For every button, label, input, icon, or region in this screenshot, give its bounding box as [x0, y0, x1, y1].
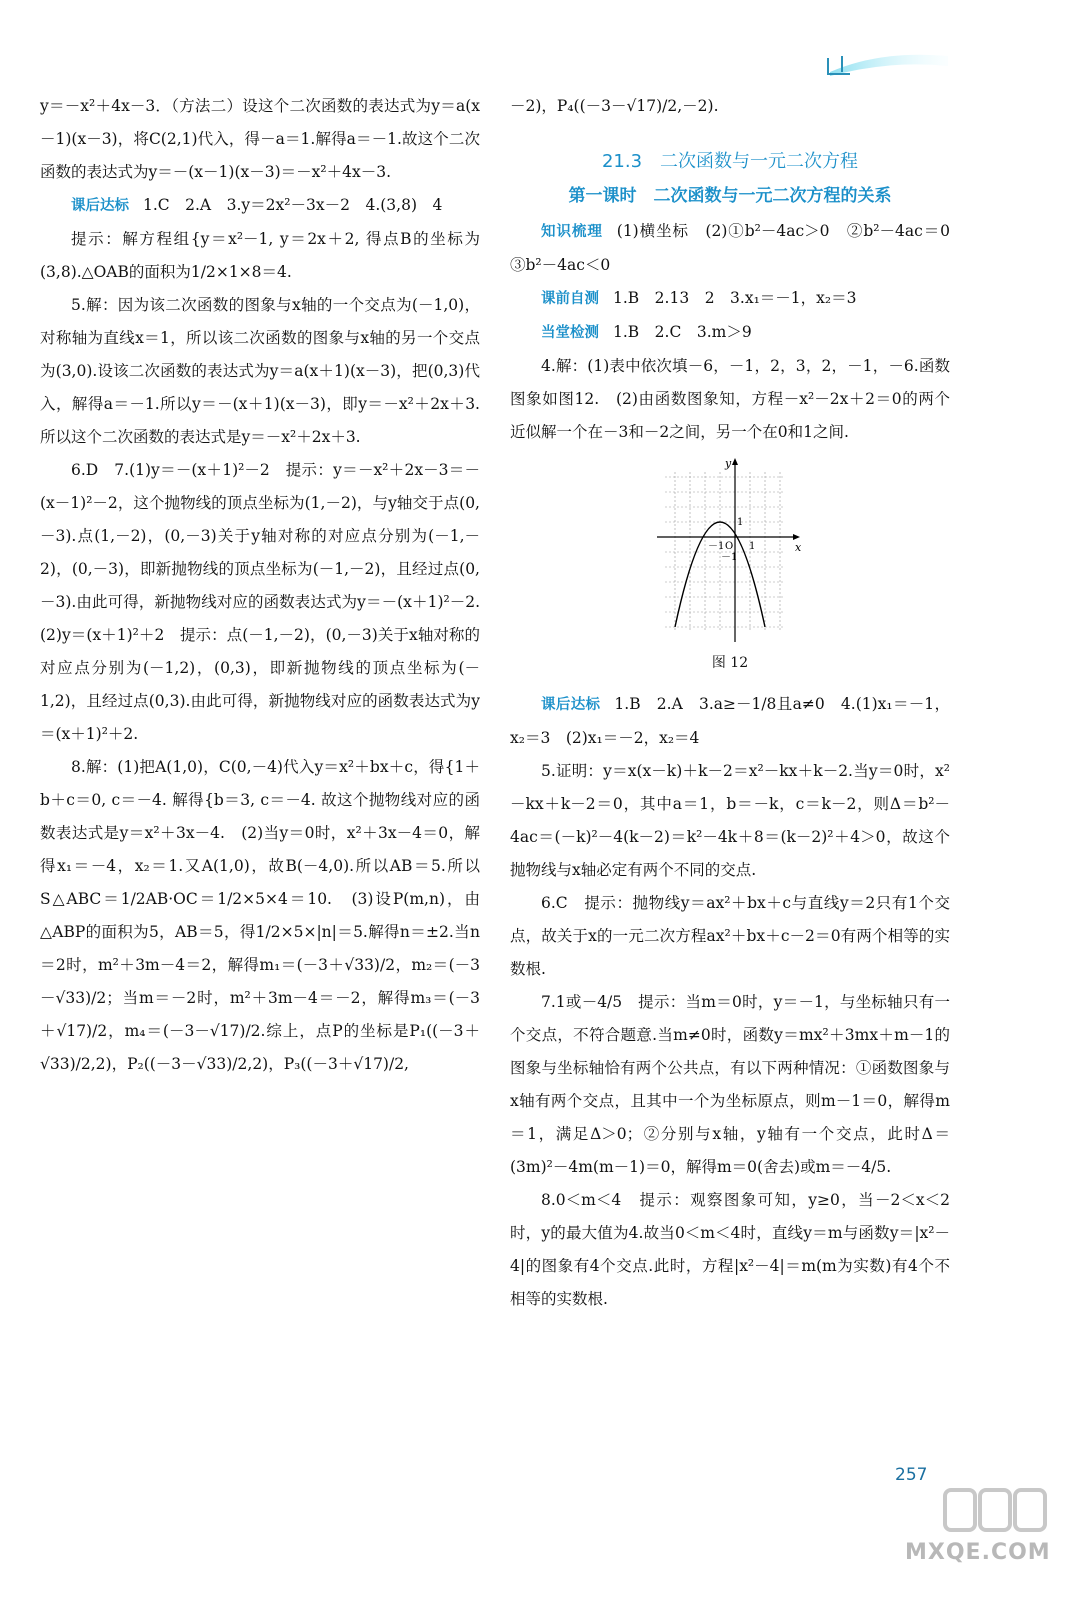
- answer-line: [510, 688, 950, 755]
- paragraph: 提示：解方程组{y＝x²－1, y＝2x＋2, 得点B的坐标为(3,8).△OAB的面积为1/2×1×8＝4.: [40, 230, 480, 281]
- page-number: 257: [895, 1465, 928, 1485]
- x-label: x: [795, 541, 802, 554]
- right-column: [510, 90, 966, 1316]
- answer-line: [510, 215, 966, 282]
- tick-label: 1: [737, 517, 744, 528]
- section-tag: 课后达标: [71, 198, 129, 214]
- subsection-title: 第一课时 二次函数与一元二次方程的关系: [568, 186, 892, 206]
- answer-text: 1.B 2.C 3.m＞9: [613, 323, 752, 341]
- paragraph: 5.证明：y＝x(x－k)＋k－2＝x²－kx＋k－2.当y＝0时，x²－kx＋k－2＝0，其中a＝1，b＝－k，c＝k－2，则Δ＝b²－4ac＝(－k)²－4(k－2)＝k²－4k＋8＝(k－2)²＋4＞0，故这个抛物线与x轴必定有两个不同的交点.: [510, 762, 950, 879]
- paragraph: 6.C 提示：抛物线y＝ax²＋bx＋c与直线y＝2只有1个交点，故关于x的一元二次方程ax²＋bx＋c－2＝0有两个相等的实数根.: [510, 894, 950, 978]
- paragraph: 4.解：(1)表中依次填－6，－1，2，3，2，－1，－6.函数图象如图12. (2)由函数图象知，方程－x²－2x＋2＝0的两个近似解一个在－3和－2之间，另一个在0和1之间.: [510, 357, 950, 441]
- section-tag: 知识梳理: [541, 224, 603, 240]
- left-column: [40, 90, 496, 1081]
- answer-text: 1.B 2.A 3.a≥－1/8且a≠0 4.(1)x₁＝－1，x₂＝3 (2)x₁＝－2，x₂＝4: [510, 695, 951, 747]
- paragraph: －2)，P₄((－3－√17)/2,－2).: [510, 97, 719, 115]
- answer-line: [510, 316, 950, 350]
- answer-text: 1.C 2.A 3.y＝2x²－3x－2 4.(3,8) 4: [143, 196, 443, 214]
- answer-line: [40, 189, 480, 223]
- y-label: y: [725, 457, 732, 470]
- parabola-figure: [655, 457, 805, 647]
- answer-text: 1.B 2.13 2 3.x₁＝－1，x₂＝3: [613, 289, 857, 307]
- answer-text: (1)横坐标 (2)①b²－4ac＞0 ②b²－4ac＝0 ③b²－4ac＜0: [510, 222, 966, 274]
- tick-label: －1: [708, 541, 725, 552]
- paragraph: y＝－x²＋4x－3．（方法二）设这个二次函数的表达式为y＝a(x－1)(x－3)，将C(2,1)代入，得－a＝1.解得a＝－1.故这个二次函数的表达式为y＝－(x－1)(x－3)＝－x²＋4x－3.: [40, 97, 480, 181]
- paragraph: 8.0＜m＜4 提示：观察图象可知，y≥0，当－2＜x＜2时，y的最大值为4.故当0＜m＜4时，直线y＝m与函数y＝|x²－4|的图象有4个交点.此时，方程|x²－4|＝m(m为实数)有4个不相等的实数根.: [510, 1191, 950, 1308]
- watermark-text: MXQE.COM: [905, 1540, 1051, 1565]
- tick-label: －1: [721, 552, 738, 563]
- tick-label: 1: [749, 541, 756, 552]
- paragraph: 5.解：因为该二次函数的图象与x轴的一个交点为(－1,0)，对称轴为直线x＝1，所以该二次函数的图象与x轴的另一个交点为(3,0).设该二次函数的表达式为y＝a(x＋1)(x－3)，把(0,3)代入，解得a＝－1.所以y＝－(x＋1)(x－3)，即y＝－x²＋2x＋3.所以这个二次函数的表达式是y＝－x²＋2x＋3.: [40, 296, 480, 446]
- section-tag: 当堂检测: [541, 325, 599, 341]
- section-tag: 课后达标: [541, 697, 601, 713]
- origin-label: O: [725, 541, 734, 552]
- header-decoration: [820, 50, 950, 78]
- section-tag: 课前自测: [541, 291, 599, 307]
- section-title: 21.3 二次函数与一元二次方程: [601, 151, 859, 172]
- paragraph: 7.1或－4/5 提示：当m＝0时，y＝－1，与坐标轴只有一个交点，不符合题意.当m≠0时，函数y＝mx²＋3mx＋m－1的图象与坐标轴恰有两个公共点，有以下两种情况：①函数图象与x轴有两个交点，且其中一个为坐标原点，则m－1＝0，解得m＝1，满足Δ＞0；②分别与x轴，y轴有一个交点，此时Δ＝(3m)²－4m(m－1)＝0，解得m＝0(舍去)或m＝－4/5.: [510, 993, 950, 1176]
- answer-line: [510, 282, 950, 316]
- figure-caption: 图 12: [711, 655, 749, 671]
- paragraph: 8.解：(1)把A(1,0)，C(0,－4)代入y＝x²＋bx＋c，得{1＋b＋c＝0, c＝－4. 解得{b＝3, c＝－4. 故这个抛物线对应的函数表达式是y＝x²＋3x－4. (2)当y＝0时，x²＋3x－4＝0，解得x₁＝－4，x₂＝1.又A(1,0)，故B(－4,0).所以AB＝5.所以S△ABC＝1/2AB·OC＝1/2×5×4＝10. (3)设P(m,n)，由△ABP的面积为5，AB＝5，得1/2×5×|n|＝5.解得n＝±2.当n＝2时，m²＋3m－4＝2，解得m₁＝(－3＋√33)/2，m₂＝(－3－√33)/2；当m＝－2时，m²＋3m－4＝－2，解得m₃＝(－3＋√17)/2，m₄＝(－3－√17)/2.综上，点P的坐标是P₁((－3＋√33)/2,2)，P₂((－3－√33)/2,2)，P₃((－3＋√17)/2,: [40, 758, 480, 1073]
- paragraph: 6.D 7.(1)y＝－(x＋1)²－2 提示：y＝－x²＋2x－3＝－(x－1)²－2，这个抛物线的顶点坐标为(1,－2)，与y轴交于点(0,－3).点(1,－2)，(0,－3)关于y轴对称的对应点分别为(－1,－2)，(0,－3)，即新抛物线的顶点坐标为(－1,－2)，且经过点(0,－3).由此可得，新抛物线对应的函数表达式为y＝－(x＋1)²－2. (2)y＝(x＋1)²＋2 提示：点(－1,－2)，(0,－3)关于x轴对称的对应点分别为(－1,2)，(0,3)，即新抛物线的顶点坐标为(－1,2)，且经过点(0,3).由此可得，新抛物线对应的函数表达式为y＝(x＋1)²＋2.: [40, 461, 496, 743]
